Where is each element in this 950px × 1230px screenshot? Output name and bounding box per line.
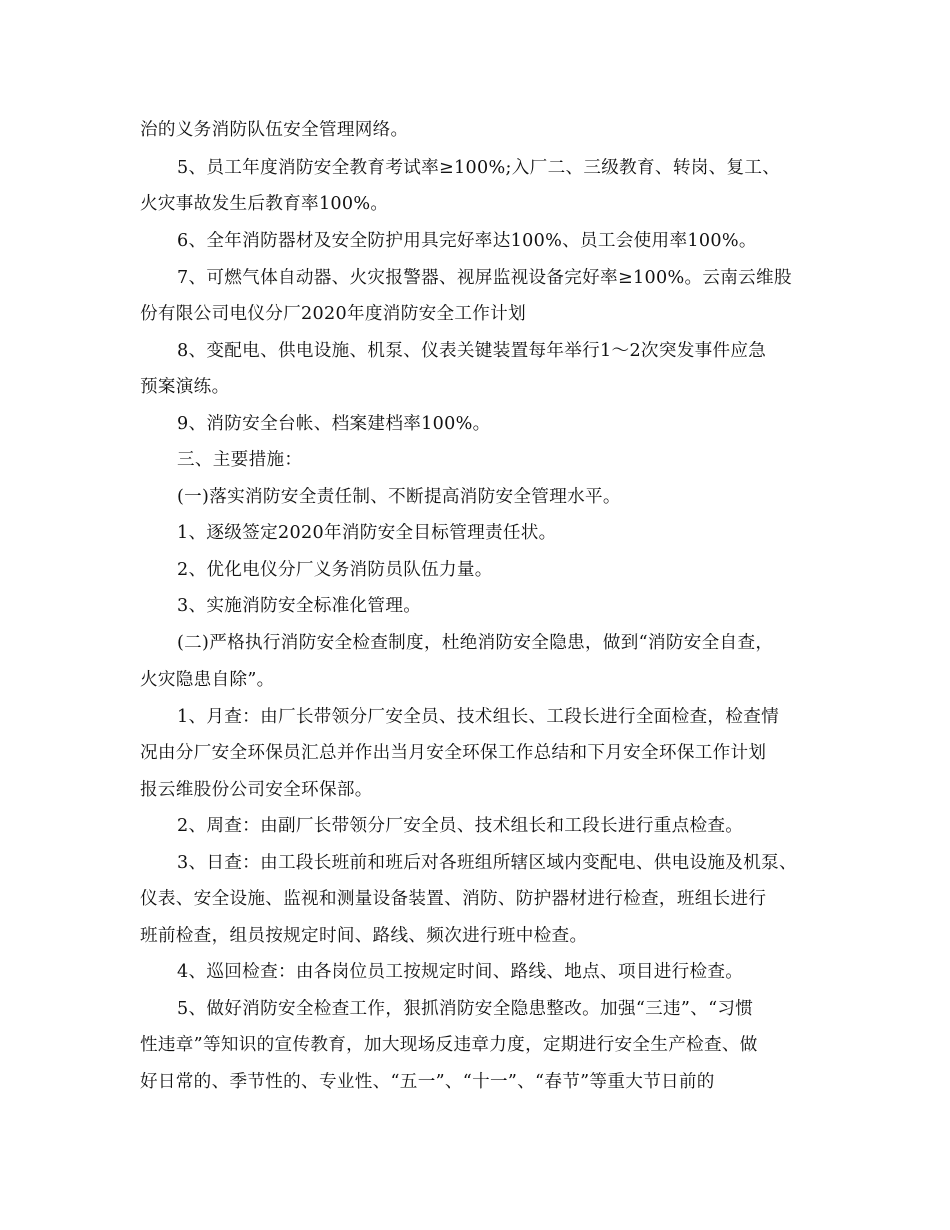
text-line: 份有限公司电仪分厂2020年度消防安全工作计划 [140, 304, 526, 324]
text-line: 9、消防安全台帐、档案建档率100%。 [177, 414, 491, 434]
text-line: 3、实施消防安全标准化管理。 [177, 596, 422, 616]
text-line: 5、员工年度消防安全教育考试率≥100%;入厂二、三级教育、转岗、复工、 [177, 158, 781, 178]
text-line: 火灾隐患自除”。 [140, 670, 275, 690]
text-line: 班前检查，组员按规定时间、路线、频次进行班中检查。 [140, 926, 588, 946]
text-line: 性违章”等知识的宣传教育，加大现场反违章力度，定期进行安全生产检查、做 [140, 1035, 758, 1055]
section-heading: 三、主要措施： [177, 450, 303, 470]
subsection-heading: (二)严格执行消防安全检查制度，杜绝消防安全隐患，做到“消防安全自查， [177, 633, 774, 653]
text-line: 4、巡回检查：由各岗位员工按规定时间、路线、地点、项目进行检查。 [177, 962, 744, 982]
text-line: 3、日查：由工段长班前和班后对各班组所辖区域内变配电、供电设施及机泵、 [177, 853, 797, 873]
text-line: 2、周查：由副厂长带领分厂安全员、技术组长和工段长进行重点检查。 [177, 816, 744, 836]
subsection-heading: (一)落实消防安全责任制、不断提高消防安全管理水平。 [177, 487, 621, 507]
text-line: 2、优化电仪分厂义务消防员队伍力量。 [177, 560, 493, 580]
text-line: 仪表、安全设施、监视和测量设备装置、消防、防护器材进行检查，班组长进行 [140, 889, 767, 909]
text-line: 1、月查：由厂长带领分厂安全员、技术组长、工段长进行全面检查，检查情 [177, 707, 779, 727]
text-line: 8、变配电、供电设施、机泵、仪表关键装置每年举行1～2次突发事件应急 [177, 341, 767, 361]
text-line: 预案演练。 [140, 377, 230, 397]
text-line: 5、做好消防安全检查工作，狠抓消防安全隐患整改。加强“三违”、“习惯 [177, 999, 754, 1019]
text-line: 好日常的、季节性的、专业性、“五一”、“十一”、“春节”等重大节日前的 [140, 1072, 715, 1092]
text-line: 火灾事故发生后教育率100%。 [140, 194, 389, 214]
text-line: 治的义务消防队伍安全管理网络。 [140, 120, 409, 140]
text-line: 1、逐级签定2020年消防安全目标管理责任状。 [177, 523, 557, 543]
text-line: 6、全年消防器材及安全防护用具完好率达100%、员工会使用率100%。 [177, 231, 757, 251]
text-line: 7、可燃气体自动器、火灾报警器、视屏监视设备完好率≥100%。云南云维股 [177, 268, 792, 288]
text-line: 报云维股份公司安全环保部。 [140, 780, 373, 800]
text-line: 况由分厂安全环保员汇总并作出当月安全环保工作总结和下月安全环保工作计划 [140, 743, 767, 763]
